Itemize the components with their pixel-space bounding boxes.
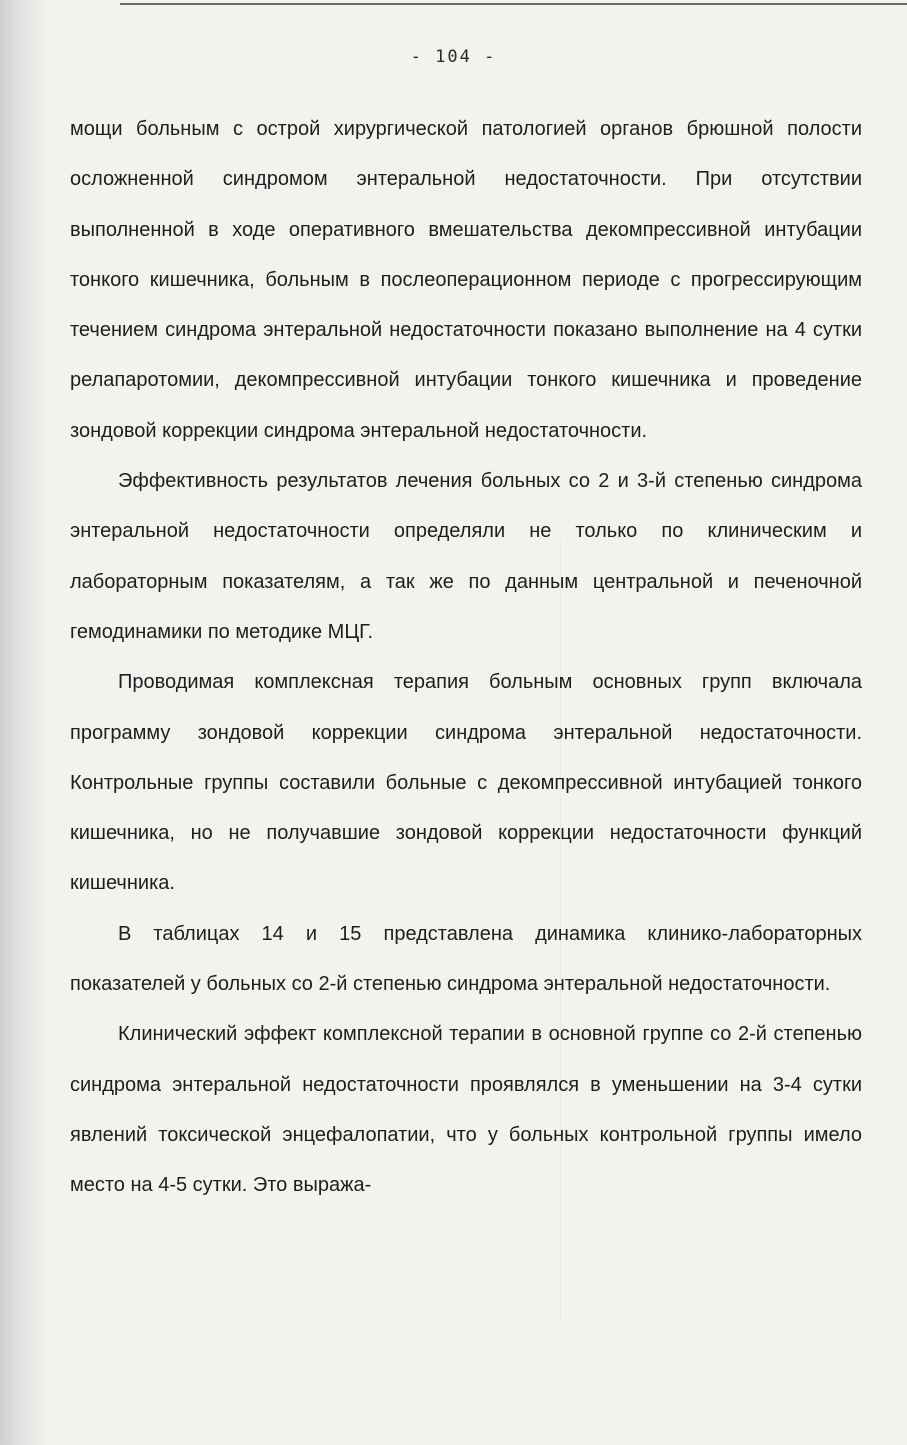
paragraph-clinical-effect: Клинический эффект комплексной терапии в основной группе со 2-й степенью синдрома энтеральной недостаточности проявлялся в уменьшении на 3-4 сутки явлений токсической энцефалопатии, что у больных контрольной группы имело место на 4-5 сутки. Это выража- [70, 1023, 862, 1197]
scan-edge-shadow [0, 0, 48, 1445]
page-number: - 104 - [410, 47, 497, 67]
document-body [70, 104, 862, 1211]
paragraph-tables: В таблицах 14 и 15 представлена динамика клинико-лабораторных показателей у больных со 2-й степенью синдрома энтеральной недостаточности. [70, 922, 862, 996]
paragraph-effectiveness: Эффективность результатов лечения больных со 2 и 3-й степенью синдрома энтеральной недостаточности определяли не только по клиническим и лабораторным показателям, а так же по данным центральной и печеночной гемодинамики по методике МЦГ. [70, 470, 862, 643]
paragraph-continuation: мощи больным с острой хирургической патологией органов брюшной полости осложненной синдромом энтеральной недостаточности. При отсутствии выполненной в ходе оперативного вмешательства декомпрессивной интубации тонкого кишечника, больным в послеоперационном периоде с прогрессирующим течением синдрома энтеральной недостаточности показано выполнение на 4 сутки релапаротомии, декомпрессивной интубации тонкого кишечника и проведение зондовой коррекции синдрома энтеральной недостаточности. [70, 118, 862, 442]
scan-top-edge [120, 3, 907, 5]
paragraph-therapy: Проводимая комплексная терапия больным основных групп включала программу зондовой коррекции синдрома энтеральной недостаточности. Контрольные группы составили больные с декомпрессивной интубацией тонкого кишечника, но не получавшие зондовой коррекции недостаточности функций кишечника. [70, 671, 862, 895]
